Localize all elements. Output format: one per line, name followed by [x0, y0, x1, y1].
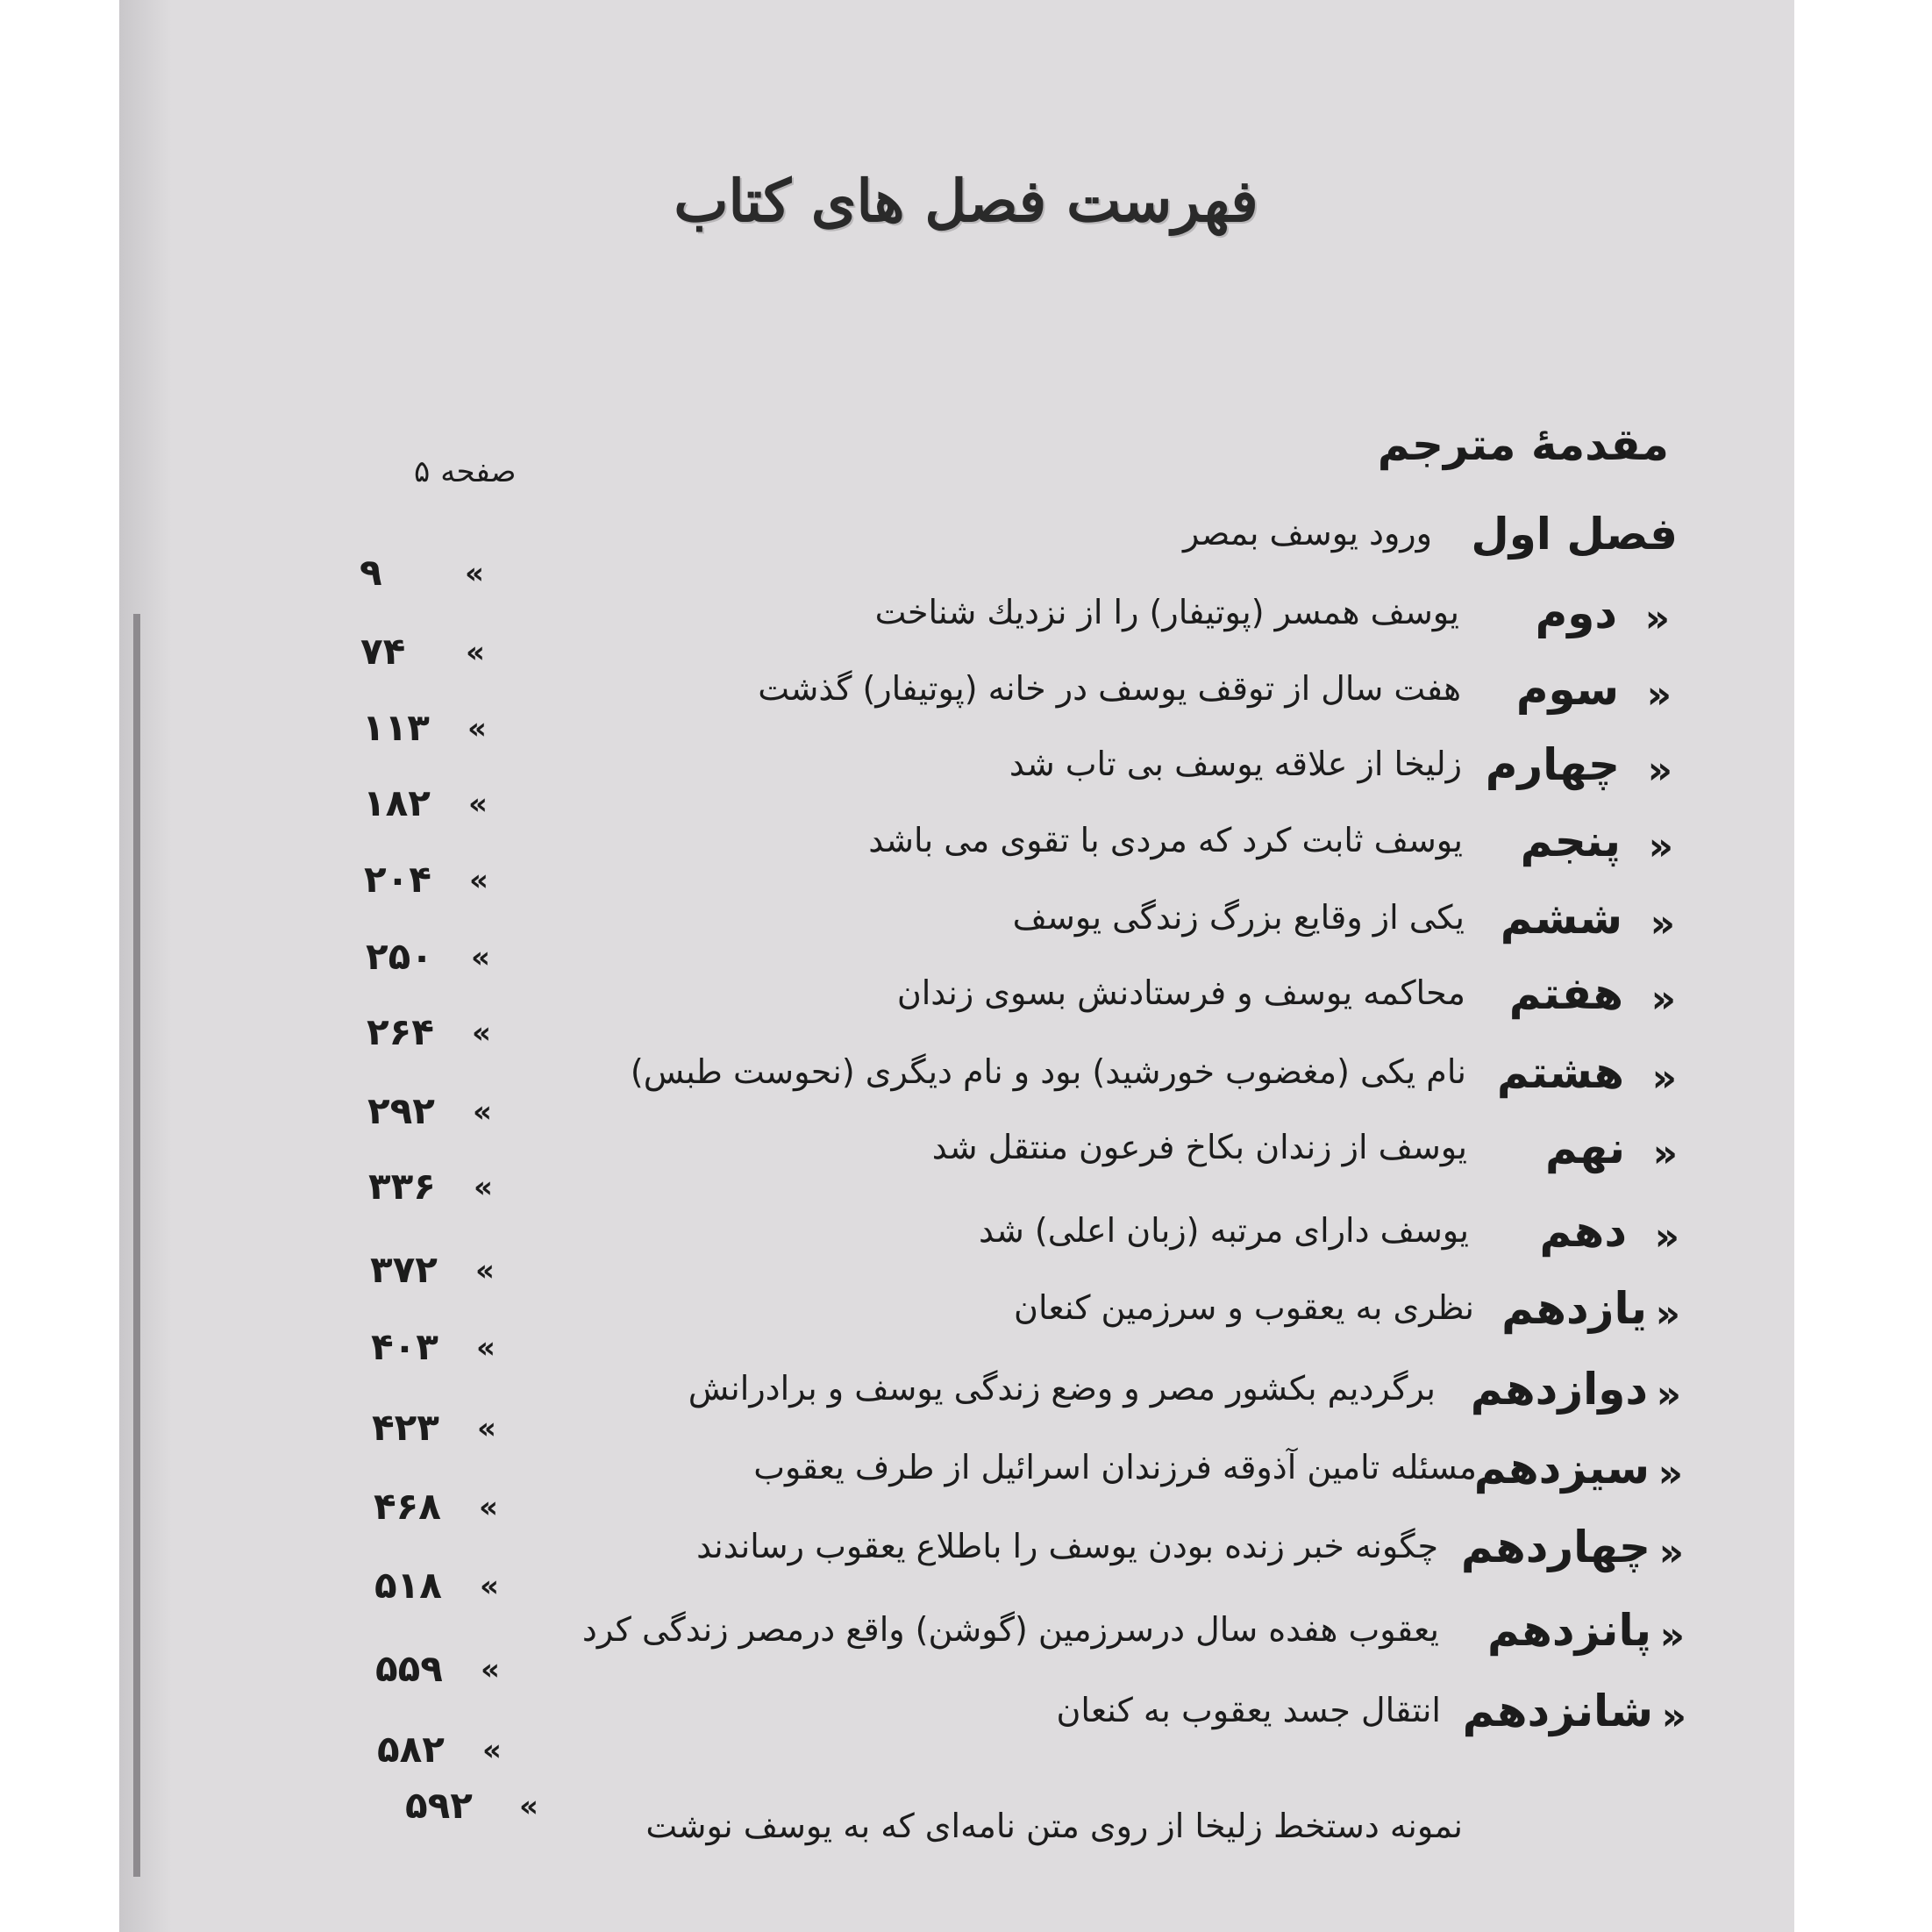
page-ditto-mark: » [466, 635, 485, 670]
chapter-description: یوسف ثابت کرد که مردی با تقوی می باشد [868, 821, 1463, 859]
ditto-mark: « [1658, 1530, 1684, 1575]
toc-row [0, 1364, 1932, 1449]
toc-row [0, 893, 1932, 978]
page-ditto-mark: » [474, 1170, 493, 1205]
page-number: ۲۰۴ [364, 858, 431, 901]
chapter-description: مسئله تامین آذوقه فرزندان اسرائیل از طرف یعقوب [753, 1448, 1477, 1486]
page-ditto-mark: » [477, 1411, 496, 1446]
page-number: ۳۳۶ [368, 1165, 436, 1208]
page-number: ۱۱۳ [362, 706, 430, 749]
page-number: ۲۹۲ [367, 1089, 435, 1132]
ditto-mark: « [1656, 1372, 1681, 1417]
chapter-label: چهارم [1485, 739, 1620, 790]
chapter-label: نهم [1545, 1123, 1625, 1173]
page-ditto-mark: » [465, 556, 484, 591]
toc-row [0, 739, 1932, 824]
chapter-description: یوسف از زندان بکاخ فرعون منتقل شد [931, 1128, 1467, 1166]
page-ditto-mark: » [476, 1330, 495, 1365]
chapter-description: ورود یوسف بمصر [1183, 514, 1432, 553]
toc-row [0, 1605, 1932, 1690]
chapter-description: برگردیم بکشور مصر و وضع زندگی یوسف و برادرانش [688, 1369, 1436, 1408]
page-number: ۱۸۲ [363, 781, 431, 824]
chapter-label: یازدهم [1501, 1283, 1647, 1334]
chapter-description: یعقوب هفده سال درسرزمین (گوشن) واقع درمصر زندگی کرد [581, 1610, 1439, 1649]
chapter-label: دوم [1535, 588, 1617, 638]
page-ditto-mark: » [481, 1652, 500, 1687]
page-ditto-mark: » [469, 863, 488, 898]
toc-row [0, 1123, 1932, 1208]
page-number: ۵۹۲ [405, 1784, 473, 1827]
page-number: ۴۶۸ [374, 1485, 441, 1528]
page-ditto-mark: » [475, 1253, 495, 1288]
chapter-description: هفت سال از توقف یوسف در خانه (پوتیفار) گذشت [758, 669, 1461, 708]
chapter-label: سیزدهم [1473, 1443, 1650, 1494]
page-number: ۵۱۸ [374, 1564, 442, 1607]
chapter-label: دوازدهم [1470, 1364, 1648, 1415]
ditto-mark: « [1646, 673, 1672, 717]
ditto-mark: « [1661, 1694, 1686, 1739]
ditto-mark: « [1650, 977, 1676, 1022]
page-number: ۴۲۳ [372, 1406, 439, 1449]
page-number: ۵۸۲ [377, 1728, 445, 1771]
ditto-mark: « [1654, 1215, 1679, 1259]
page-number: ۵۵۹ [375, 1647, 443, 1690]
page-ditto-mark: » [519, 1789, 538, 1824]
page-title: فهرست فصل های کتاب [674, 167, 1258, 235]
page-number: ۲۵۰ [366, 935, 433, 978]
chapter-description: نام یکی (مغضوب خورشید) بود و نام دیگری (نحوست طبس) [630, 1052, 1466, 1091]
appendix-description: نمونه دستخط زلیخا از روی متن نامه‌ای که به یوسف نوشت [645, 1807, 1463, 1845]
ditto-mark: « [1655, 1292, 1680, 1337]
page-ditto-mark: » [471, 940, 490, 975]
toc-row [0, 509, 1932, 594]
ditto-mark: « [1652, 1131, 1678, 1176]
introduction-page-label [403, 454, 517, 489]
page-number: ۲۶۴ [367, 1010, 434, 1053]
page-ditto-mark: » [480, 1569, 499, 1604]
toc-row [0, 816, 1932, 901]
chapter-description: چگونه خبر زنده بودن یوسف را باطلاع یعقوب رساندند [696, 1527, 1438, 1565]
page-ditto-mark: » [479, 1490, 498, 1525]
page-ditto-mark: » [472, 1016, 491, 1051]
ditto-mark: « [1644, 596, 1670, 641]
toc-row [0, 1522, 1932, 1607]
page-word: صفحه [440, 454, 517, 489]
chapter-description: یکی از وقایع بزرگ زندگی یوسف [1012, 898, 1465, 937]
introduction-title: مقدمهٔ مترجم [1377, 419, 1669, 470]
chapter-description: یوسف دارای مرتبه (زبان اعلی) شد [979, 1211, 1469, 1250]
page-number: ۹ [360, 551, 382, 594]
toc-row [0, 1206, 1932, 1291]
chapter-label: هشتم [1496, 1047, 1624, 1098]
toc-row [0, 1686, 1932, 1771]
chapter-description: زلیخا از علاقه یوسف بی تاب شد [1009, 745, 1462, 783]
chapter-description: انتقال جسد یعقوب به کنعان [1056, 1691, 1441, 1729]
page-number: ۳۷۲ [370, 1248, 438, 1291]
chapter-label: ششم [1500, 893, 1622, 944]
toc-row [0, 1047, 1932, 1132]
ditto-mark: « [1651, 1056, 1677, 1101]
toc-row [0, 968, 1932, 1053]
chapter-label: پنجم [1520, 816, 1621, 866]
page-ditto-mark: » [473, 1094, 492, 1130]
page-ditto-mark: » [468, 787, 488, 822]
chapter-label: فصل اول [1471, 509, 1678, 560]
chapter-description: نظری به یعقوب و سرزمین کنعان [1014, 1288, 1474, 1327]
ditto-mark: « [1650, 902, 1675, 946]
ditto-mark: « [1648, 824, 1673, 869]
introduction-page-number: ۵ [414, 454, 431, 489]
ditto-mark: « [1647, 748, 1672, 793]
chapter-label: سوم [1515, 664, 1619, 715]
chapter-label: چهاردهم [1460, 1522, 1650, 1572]
ditto-mark: « [1659, 1614, 1685, 1658]
chapter-label: شانزدهم [1462, 1686, 1653, 1736]
toc-row-appendix [0, 1772, 1932, 1845]
page-ditto-mark: » [482, 1733, 502, 1768]
toc-row [0, 1443, 1932, 1528]
chapter-label: هفتم [1508, 968, 1623, 1019]
toc-row [0, 588, 1932, 673]
ditto-mark: « [1658, 1451, 1683, 1496]
page-ditto-mark: » [467, 711, 487, 746]
toc-row [0, 1283, 1932, 1368]
page-number: ۷۴ [360, 630, 406, 673]
chapter-description: یوسف همسر (پوتیفار) را از نزدیك شناخت [874, 593, 1459, 631]
chapter-label: پانزدهم [1487, 1605, 1651, 1656]
chapter-description: محاکمه یوسف و فرستادنش بسوی زندان [896, 973, 1465, 1012]
chapter-label: دهم [1539, 1206, 1627, 1257]
toc-row [0, 664, 1932, 749]
page-number: ۴۰۳ [371, 1325, 438, 1368]
